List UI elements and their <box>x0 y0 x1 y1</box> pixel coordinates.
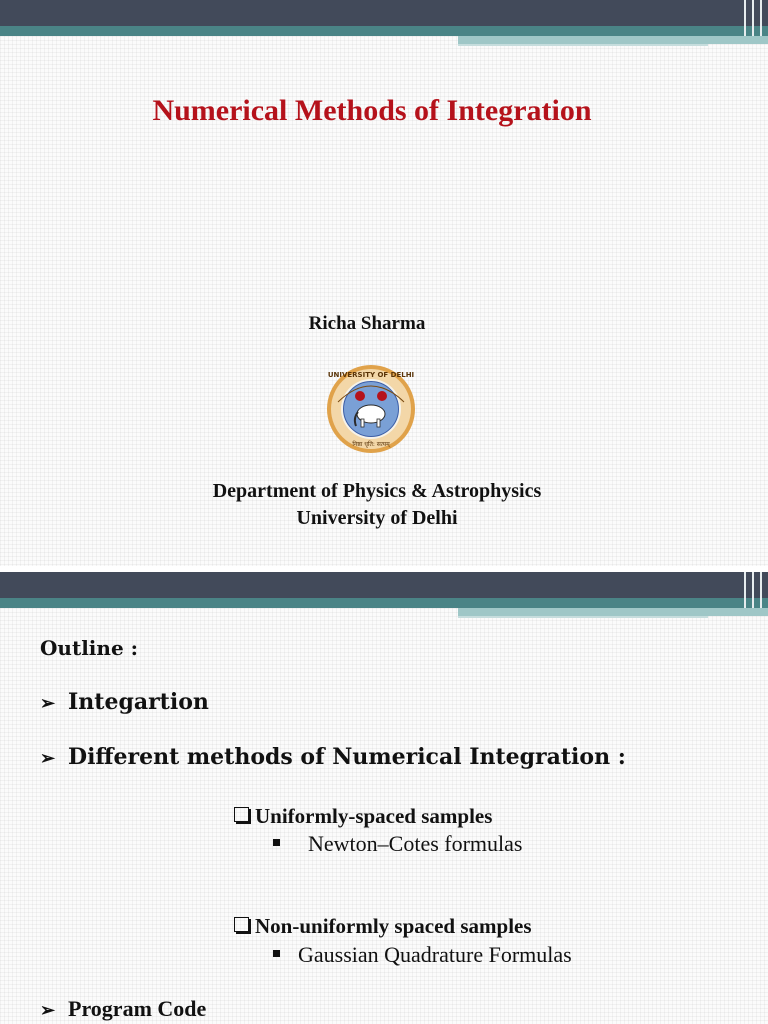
affiliation-block <box>0 478 754 532</box>
author-name: Richa Sharma <box>308 313 426 334</box>
department-name: Department of Physics & Astrophysics <box>212 480 542 502</box>
method-item: Non-uniformly spaced samples <box>234 914 532 939</box>
square-bullet-icon <box>273 950 280 957</box>
method-subitem: Newton–Cotes formulas <box>273 831 522 857</box>
method-item: Uniformly-spaced samples <box>234 804 492 829</box>
slide-header-bar <box>0 572 768 620</box>
outline-heading: Outline : <box>40 636 139 660</box>
list-item: ➢ Program Code <box>40 996 207 1021</box>
university-name: University of Delhi <box>296 507 458 529</box>
arrow-bullet-icon: ➢ <box>40 1000 56 1021</box>
square-bullet-icon <box>273 839 280 846</box>
checkbox-bullet-icon <box>234 807 249 822</box>
outline-slide <box>0 572 768 1024</box>
university-of-delhi-seal-icon <box>326 364 416 454</box>
checkbox-bullet-icon <box>234 917 249 932</box>
method-subitem: Gaussian Quadrature Formulas <box>273 942 572 968</box>
list-item: ➢ Different methods of Numerical Integration : <box>40 744 626 770</box>
seal-ring-text: UNIVERSITY OF DELHI <box>327 371 415 379</box>
slide-title: Numerical Methods of Integration <box>152 94 592 127</box>
arrow-bullet-icon: ➢ <box>40 748 56 769</box>
seal-motto: निष्ठा धृति: सत्यम् <box>352 441 390 448</box>
arrow-bullet-icon: ➢ <box>40 693 56 714</box>
list-item: ➢ Integartion <box>40 689 209 715</box>
slide-header-bar <box>0 0 768 48</box>
